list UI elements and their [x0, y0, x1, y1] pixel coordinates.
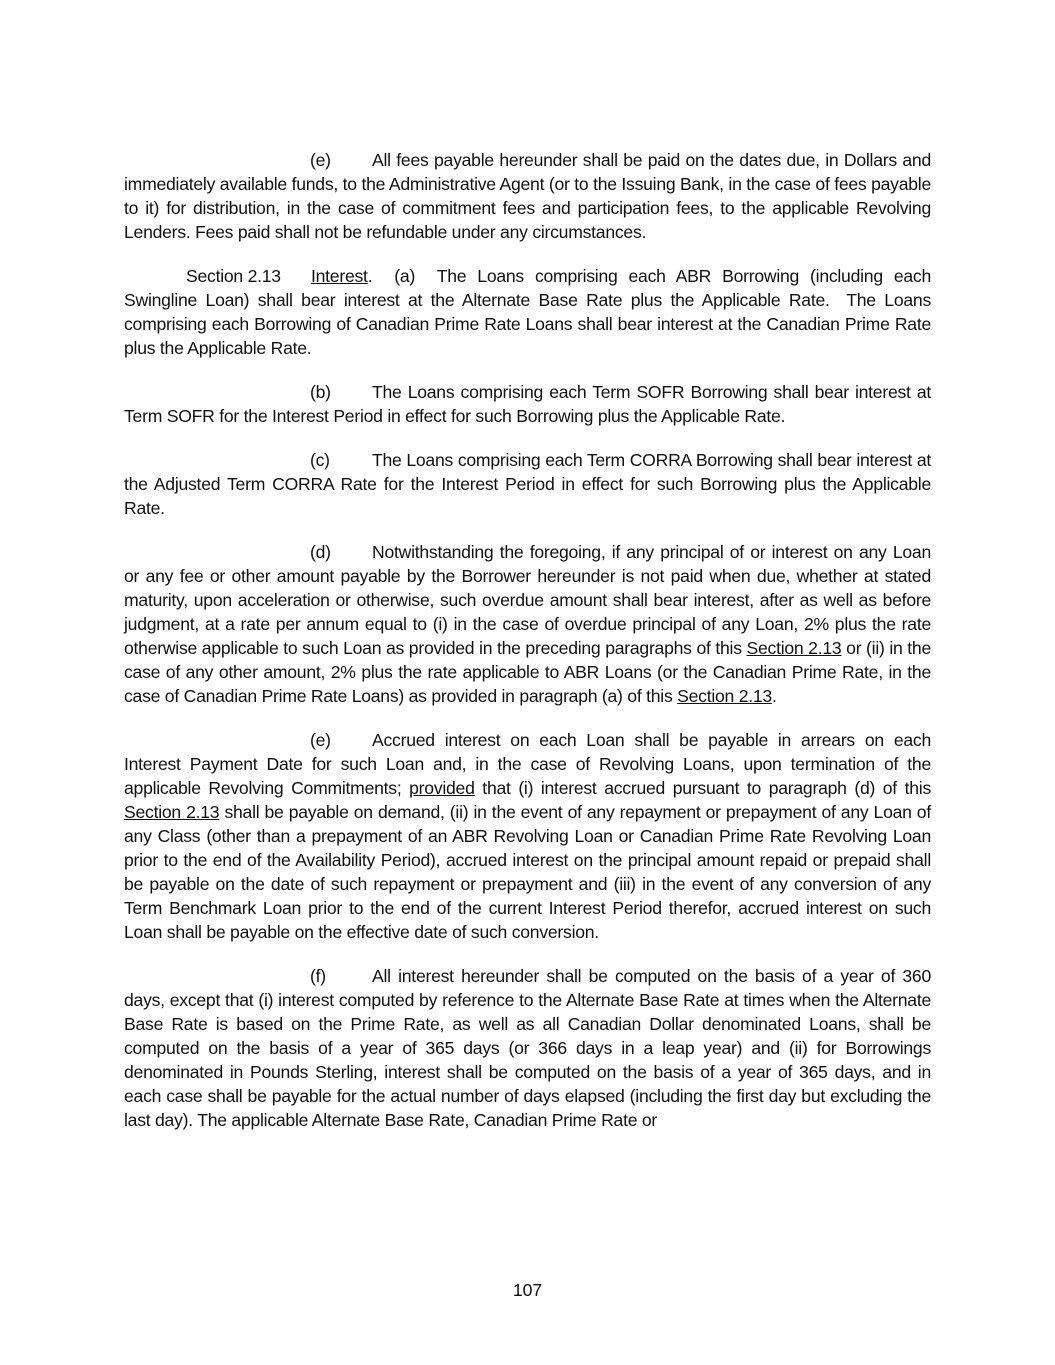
paragraph-text: All fees payable hereunder shall be paid on the dates due, in Dollars and immediately available funds, to the Administrative Agent (or to the Issuing Bank, in the case of fees payable to it) for distribution, in the case of commitment fees and participation fees, to the applicable Revolving Lenders. Fees paid shall not be refundable under any circumstances.: [124, 150, 931, 242]
paragraph-label: (d): [310, 542, 331, 562]
paragraph-text: or (ii) in the case of any other amount, 2% plus the rate applicable to ABR Loans (or the Canadian Prime Rate, in the case of Canadian Prime Rate Loans) as provided in paragraph (a) of this: [124, 638, 931, 706]
paragraph-text: The Loans comprising each Term CORRA Borrowing shall bear interest at the Adjusted Term CORRA Rate for the Interest Period in effect for such Borrowing plus the Applicable Rate.: [124, 450, 931, 518]
paragraph-label: (c): [310, 450, 330, 470]
paragraph-b: [124, 380, 931, 428]
section-title-period: .: [367, 266, 373, 286]
section-title: Interest: [311, 266, 368, 286]
provided-term: provided: [409, 778, 475, 798]
section-reference-link[interactable]: Section 2.13: [746, 638, 842, 658]
section-number: Section 2.13: [186, 266, 281, 286]
section-reference-link[interactable]: Section 2.13: [677, 686, 772, 706]
paragraph-text: (a) The Loans comprising each ABR Borrowing (including each Swingline Loan) shall bear interest at the Alternate Base Rate plus the Applicable Rate. The Loans comprising each Borrowing of Canadian Prime Rate Loans shall bear interest at the Canadian Prime Rate plus the Applicable Rate.: [124, 266, 936, 358]
page-number: 107: [512, 1280, 543, 1300]
paragraph-text: that (i) interest accrued pursuant to paragraph (d) of this: [474, 778, 931, 798]
section-reference-link[interactable]: Section 2.13: [124, 802, 220, 822]
document-body: [124, 148, 936, 1152]
paragraph-label: (b): [310, 382, 331, 402]
paragraph-fees-e: [124, 148, 931, 244]
paragraph-label: (e): [310, 730, 331, 750]
paragraph-text: shall be payable on demand, (ii) in the event of any repayment or prepayment of any Loan of any Class (other than a prepayment of an ABR Revolving Loan or Canadian Prime Rate Revolving Loan prior to the end of the Availability Period), accrued interest on the principal amount repaid or prepaid shall be payable on the date of such repayment or prepayment and (iii) in the event of any conversion of any Term Benchmark Loan prior to the end of the current Interest Period therefor, accrued interest on such Loan shall be payable on the effective date of such conversion.: [124, 802, 931, 942]
paragraph-text: Notwithstanding the foregoing, if any principal of or interest on any Loan or any fee or other amount payable by the Borrower hereunder is not paid when due, whether at stated maturity, upon acceleration or otherwise, such overdue amount shall bear interest, after as well as before judgment, at a rate per annum equal to (i) in the case of overdue principal of any Loan, 2% plus the rate otherwise applicable to such Loan as provided in the preceding paragraphs of this: [124, 542, 931, 658]
paragraph-label: (f): [310, 966, 326, 986]
paragraph-label: (e): [310, 150, 331, 170]
paragraph-e: [124, 728, 931, 944]
paragraph-text: The Loans comprising each Term SOFR Borrowing shall bear interest at Term SOFR for the Interest Period in effect for such Borrowing plus the Applicable Rate.: [124, 382, 931, 426]
paragraph-text: All interest hereunder shall be computed on the basis of a year of 360 days, except that (i) interest computed by reference to the Alternate Base Rate at times when the Alternate Base Rate is based on the Prime Rate, as well as all Canadian Dollar denominated Loans, shall be computed on the basis of a year of 365 days (or 366 days in a leap year) and (ii) for Borrowings denominated in Pounds Sterling, interest shall be computed on the basis of a year of 365 days, and in each case shall be payable for the actual number of days elapsed (including the first day but excluding the last day). The applicable Alternate Base Rate, Canadian Prime Rate or: [124, 966, 931, 1130]
paragraph-f: [124, 964, 931, 1132]
paragraph-d: [124, 540, 931, 708]
paragraph-c: [124, 448, 931, 520]
paragraph-section-2-13-a: [124, 264, 936, 360]
paragraph-text: Accrued interest on each Loan shall be payable in arrears on each Interest Payment Date for such Loan and, in the case of Revolving Loans, upon termination of the applicable Revolving Commitments;: [124, 730, 931, 798]
paragraph-text: .: [771, 686, 777, 706]
